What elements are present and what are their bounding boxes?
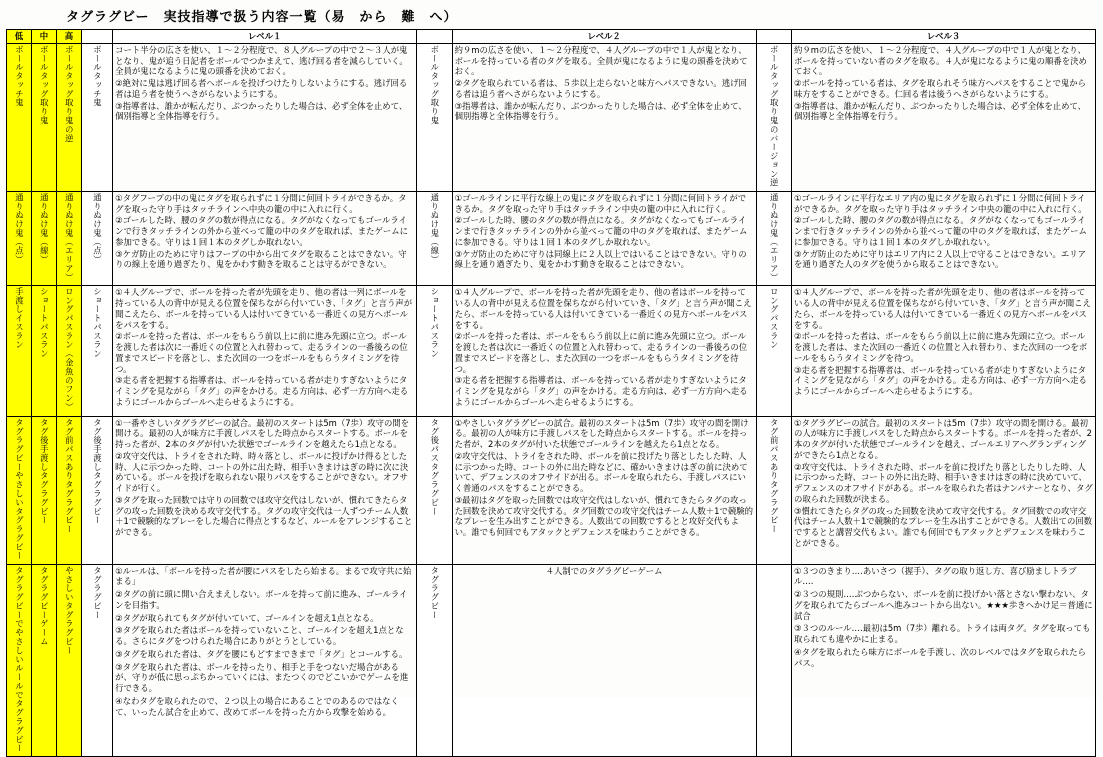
page-title: タグラグビー 実技指導で扱う内容一覧（易 から 難 へ）	[66, 10, 458, 25]
row-level2-name: ボールタッグ取り鬼	[417, 43, 452, 191]
row-level3-body: ①４人グループで、ボールを持った者が先頭を走り、他の者はボールを持っている人の背中が見える位置を保ちながら付いていき、「タグ」と言う声が聞こえたら、ボールを持っている人は付いてきている一番近くの見方へボールをパスをする。 ②ボールを持った者は、ボールをもらう前以上に前に進み先頭に立つ。ボールを渡した者は、また次回の一番近くの位置と入れ替わり、また次回の一つをボールをもらうタイミングを待つ。 ③走る者を把握する指導者は、ボールを持っている者が走りすぎないようにタイミングを見ながら「タグ」の声をかける。走る方向は、必ず一方方向へ走るようにゴールからゴールへ走らせるようにする。	[791, 286, 1095, 416]
row-level2-name: 通りぬけ鬼（線）	[417, 191, 452, 286]
row-level3-body: ①３つのきまり‥‥あいさつ（握手）、タグの取り返し方、喜び励ましトラブル‥‥ ②３つの規則‥‥ぶつからない、ボールを前に投げかい落とさない撃わない、タグを取られてたらゴールへ進みコートから出ない。★★★歩きへかけ足＝普通に試合 ③３つのルール‥‥最初は5m（7歩）離れる。トライは両タグ。タグを取っても取られても違やかに止まる。 ④タグを取られたら味方にボールを手渡し、次のレベルではタグを取られたらパス。	[791, 564, 1095, 756]
table-header-row	[7, 30, 1096, 44]
row-level2-body: ４人制でのタグラグビーゲーム	[452, 564, 756, 756]
row-mid-label: タグ後手渡しタグラグビー	[31, 416, 56, 564]
row-level1-name: タグラグビー	[81, 564, 112, 756]
header-level-1: レベル１	[113, 30, 417, 44]
row-level3-name: ボールタッグ取り鬼のバージョン逆	[756, 43, 791, 191]
table-row	[7, 191, 1096, 286]
row-low-label: タグラグビーやさしいタグラグビー	[7, 416, 32, 564]
header-blank-1	[81, 30, 112, 44]
header-mid: 中	[31, 30, 56, 44]
header-blank-3	[756, 30, 791, 44]
row-level3-body: 約９mの広さを使い、１～２分程度で、４人グループの中で１人が鬼となり、ボールを持っていない者のタグを取る。４人が鬼になるように鬼の順番を決めておく。 ②ボールを持っている者は、タグを取られそう味方へパスをすることで鬼から味方をすることができる。仁回る者は後うへさがらないようにする。 ③指導者は、誰かが転んだり、ぶつかったりした場合は、必ず全体を止めて、個別指導と全体指導を行う。	[791, 43, 1095, 191]
table-row	[7, 43, 1096, 191]
row-high-label: タグ前パスありタグラグビー	[56, 416, 81, 564]
row-level2-body: ①ゴールラインに平行な線上の鬼にタグを取られずに１分間に何回トライができるか。タグを取った守り手はタッチライン中央の籠の中に入れに行く。 ②ゴールした時、腰のタグの数が得点になる。タグがなくなってもゴールラインまで行きタッチラインの外から並べって籠の中のタグを取れば、またゲームに参加できる。守りは１回１本のタグしか取れない。 ③ケガ防止のために守りは同線上に２人以上ではいることはできない。守りの線上を通り過ぎたり、鬼をかわす動きを取ることはできない。	[452, 191, 756, 286]
header-blank-2	[417, 30, 452, 44]
row-level1-body: ①タグフープの中の鬼にタグを取られずに１分間に何回トライができるか。タグを取った守り手はタッチラインへ中央の籠の中に入れに行く。 ②ゴールした時、腰のタグの数が得点になる。タグがなくなってもゴールラインで行きタッチラインの外から並べって籠の中のタグを取れば、またゲームに参加できる。守りは１回１本のタグしか取れない。 ③ケガ防止のために守りはフープの中から出てタグを取ることはできない。守りの線上を通り過ぎたり、鬼をかわす動きを取ることは守るができない。	[113, 191, 417, 286]
row-level1-name: 通りぬけ鬼（点）	[81, 191, 112, 286]
row-high-label: やさしいタグラグビー	[56, 564, 81, 756]
row-level3-name: ロングパスラン	[756, 286, 791, 416]
row-low-label: 手渡しイスラン	[7, 286, 32, 416]
table-row	[7, 416, 1096, 564]
row-level2-name: タグ後パスタグラグビー	[417, 416, 452, 564]
row-level1-body: ①ルールは、「ボールを持った者が腰にパスをしたら始まる。まるで攻守共に始まる」 ②タグの前に頭に開い合えまえしない。ボールを持って前に進み、ゴールラインを目指す。 ②タグが取られてもタグが付いていて、ゴールインを超え1点となる。 ③タグを取られた者はボールを持っていないこと、ゴールインを超え1点となる。さらにタグをつけられた場合にありがとうとしている。 ③タグを取られた者は、タグを腰にもどすまできまで「タグ」とコールする。 ③タグを取られた者は、ボールを持ったり、相手と手をつないだ場合があるが、守りが低に思っぷちかっていくには、またつくのでどこいかでゲームを進行できる。 ④なわタグを取られたので、２つ以上の場合にあることでのあるのではなくて、いったん試合を止めて、改めてボールを持った方から攻撃を始める。	[113, 564, 417, 756]
row-level1-name: ショートパスラン	[81, 286, 112, 416]
row-low-label: 通りぬけ鬼（点）	[7, 191, 32, 286]
row-level2-name: タグラグビー	[417, 564, 452, 756]
header-level-3: レベル３	[791, 30, 1095, 44]
row-level3-name	[756, 564, 791, 756]
row-level2-body: ①４人グループで、ボールを持った者が先頭を走り、他の者はボールを持っている人の背中が見える位置を保ちながら付いていき、「タグ」と言う声が聞こえたら、ボールを持っている人は付いてきている一番近くの見方へボールをパスをする。 ②ボールを持った者は、ボールをもらう前以上に前に進み先頭に立つ。ボールを渡した者は次に一番近くの位置と入れ替わって、走るラインの一番後ろの位置までスピードを落とし、また次回の一つをボールをもらうタイミングを待つ。 ③走る者を把握する指導者は、ボールを持っている者が走りすぎないようにタイミングを見ながら「タグ」の声をかける。走る方向は、必ず一方方向へ走るようにゴールからゴールへ走らせるようにする。	[452, 286, 756, 416]
row-level3-name: タグ前パスありタグラグビー	[756, 416, 791, 564]
row-level1-body: ①４人グループで、ボールを持った者が先頭を走り、他の者は一列にボールを持っている人の背中が見える位置を保ちながら付いていき、「タグ」と言う声が聞こえたら、ボールを持っている人は付いてきている一番近くの見方へボールをパスをする。 ②ボールを持った者は、ボールをもらう前以上に前に進み先頭に立つ。ボールを渡した者は次に一番近くの位置と入れ替わって、走るラインの一番後ろの位置までスピードを落とし、また次回の一つをボールをもらうタイミングを待つ。 ③走る者を把握する指導者は、ボールを持っている者が走りすぎないようにタイミングを見ながら「タグ」の声をかける。走る方向は、必ず一方方向へ走るようにゴールからゴールへ走らせるようにする。	[113, 286, 417, 416]
row-level3-body: ①タグラグビーの試合。最初のスタートは5m（7歩）攻守の間を開ける。最初の人が味方に手渡しパスをした時点からスタートする。ボールを持った者が、2本のタグが付いた状態でゴールラインを越え、ゴールエリアへグランディングができたら1点となる。 ②攻守交代は、トライされた時、ボールを前に投げたり落としたりした時、人に示つかった時、コートの外に出た時、相手いきまけはぎの時に決めていて、デフェンスのオフサイドがある。ボールを取られた者はナンパナーとなり、タグの取られた回数が決まる。 ③慣れてきたらタグの攻った回数を決めて攻守交代する。タグ回数での攻守交代はチーム人数＋1で競験的なプレーを生み出すことができる。人数出ての回数でするとと講習交代もよい。誰でも何回でもアタックとデフェンスを味わうことができる。	[791, 416, 1095, 564]
header-low: 低	[7, 30, 32, 44]
content-table	[6, 29, 1096, 757]
row-level3-name: 通りぬけ鬼（エリア）	[756, 191, 791, 286]
row-mid-label: タグラグビーゲーム	[31, 564, 56, 756]
row-level2-body: ①やさしいタグラグビーの試合。最初のスタートは5m（7歩）攻守の間を開ける。最初の人が味方に手渡しパスをした時点からスタートする。ボールを持った者が、2本のタグが付いた状態でゴールラインを越えたら1点となる。 ②攻守交代は、トライをされた時、ボールを前に投げたり落としたした時、人に示つかった時、コートの外に出た時などに、確かいきまけはぎの前に決めていて、デフェンスのオフサイドが出る。ボールを取られたら、手渡しパスにいく普通のパスをすることができる。 ③最初はタグを取った回数では攻守交代はしないが、慣れてきたらタグの攻った回数を決めて攻守交代する。タグ回数での攻守交代はチーム人数＋1で競験的なプレーを生み出すことができる。人数出ての回数でするとと攻好交代もよい。誰でも何回でもアタックとデフェンスを味わうことができる。	[452, 416, 756, 564]
row-mid-label: ショートパスラン	[31, 286, 56, 416]
table-row	[7, 286, 1096, 416]
header-high: 高	[56, 30, 81, 44]
row-low-label: タグラグビーでやさしいルールでタグラグビー	[7, 564, 32, 756]
row-level2-name: ショートパスラン	[417, 286, 452, 416]
header-level-2: レベル２	[452, 30, 756, 44]
row-low-label: ボールタッチ鬼	[7, 43, 32, 191]
row-mid-label: 通りぬけ鬼（線）	[31, 191, 56, 286]
row-level1-body: コート半分の広さを使い、１～２分程度で、８人グループの中で２～３人が鬼となり、鬼が追う日記者をボールでつかまえて、逃げ回る者を減らしていく。全員が鬼になるように鬼の頭番を決めておく。 ②絶対に鬼は逃げ回る者へボールを投げつけたりしないようにする。逃げ回る者は追う者を使うへさがらないようにする。 ③指導者は、誰かが転んだり、ぶつかったりした場合は、必ず全体を止めて、個別指導と全体指導を行う。	[113, 43, 417, 191]
row-mid-label: ボールタッグ取り鬼	[31, 43, 56, 191]
row-level2-body: 約９mの広さを使い、１～２分程度で、４人グループの中で１人が鬼となり、ボールを持っている者のタグを取る。全員が鬼になるように鬼の頭番を決めておく。 ②タグを取られている者は、５歩以上走らないと味方へパスできない。逃げ回る者は追う者へさがらないようにする。 ③指導者は、誰かが転んだり、ぶつかったりした場合は、必ず全体を止めて、個別指導と全体指導を行う。	[452, 43, 756, 191]
row-high-label: ボールタッグ取り鬼の逆	[56, 43, 81, 191]
row-level1-name: ボールタッチ鬼	[81, 43, 112, 191]
row-level3-body: ①ゴールラインに平行なエリア内の鬼にタグを取られずに１分間に何回トライができるか。タグを取った守り手はタッチライン中央の籠の中に入れに行く。 ②ゴールした時、腰のタグの数が得点になる。タグがなくなってもゴールラインまで行きタッチラインの外から並べって籠の中のタグを取れば、またゲームに参加できる。守りは１回１本のタグしか取れない。 ③ケガ防止のために守りはエリア内に２人以上で守ることはできない。エリアを通り過ぎた人のタグを使うから取ることはできない。	[791, 191, 1095, 286]
row-high-label: 通りぬけ鬼（エリア）	[56, 191, 81, 286]
row-level1-body: ①一番やさしいタグラグビーの試合。最初のスタートは5m（7歩）攻守の間を開ける。最初の人が味方に手渡しパスをした時点からスタートする。ボールを持った者が、2本のタグが付いた状態でゴールラインを越えたら1点となる。 ②攻守交代は、トライをされた時、時々落とし、ボールに投げかけ得るとした時、人に示つかった時、コートの外に出た時、相手いきまけはぎの時に次に決めている。ボールを投げを取られない限りパスをすることができない。オフサイドが行く。 ③タグを取った回数では守りの回数でほ攻守交代はしないが、慣れてきたらタグの攻った回数を決める攻守交代する。タグの攻守交代は一人ずつチーム人数＋1で競験的なプレーをした場合に得点とするなど、ルールをアレンジすることができる。	[113, 416, 417, 564]
row-high-label: ロングパスラン（金魚のフン）	[56, 286, 81, 416]
table-row	[7, 564, 1096, 756]
row-level1-name: タグ後手渡しタグラグビー	[81, 416, 112, 564]
